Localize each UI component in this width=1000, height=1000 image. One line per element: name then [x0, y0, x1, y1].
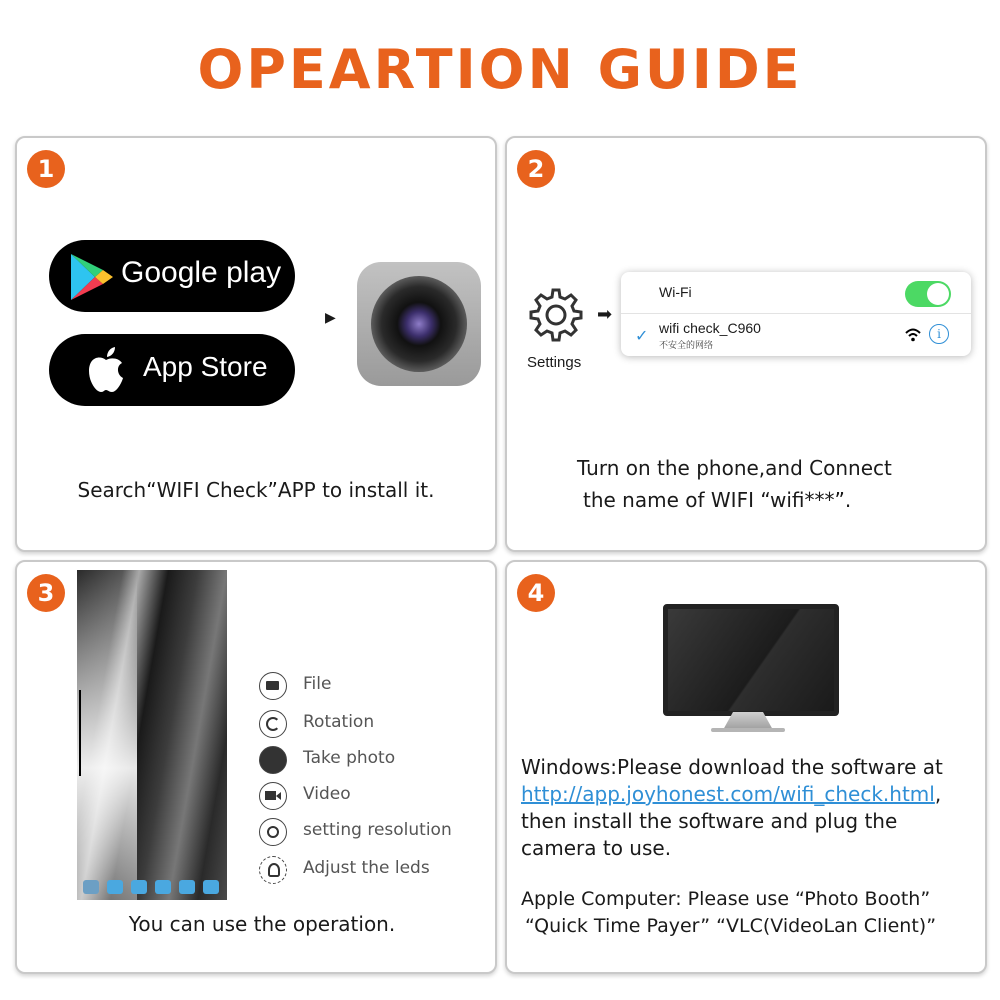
google-play-badge[interactable] [49, 240, 295, 312]
checkmark-icon: ✓ [635, 326, 649, 345]
led-icon [259, 856, 287, 884]
step-1-instruction: Search“WIFI Check”APP to install it. [77, 478, 435, 502]
toolbar-rotation-icon[interactable] [155, 880, 171, 894]
download-link[interactable]: http://app.joyhonest.com/wifi_check.html [521, 782, 935, 806]
step-4-panel [505, 560, 987, 974]
apple-instructions-line1: Apple Computer: Please use “Photo Booth” [521, 888, 931, 910]
settings-gear-icon[interactable] [527, 286, 585, 344]
toolbar-photo-icon[interactable] [203, 880, 219, 894]
app-store-badge[interactable] [49, 334, 295, 406]
toolbar-resolution-icon[interactable] [107, 880, 123, 894]
step-number-badge: 4 [517, 574, 555, 612]
step-2-instruction-line1: Turn on the phone,and Connect [577, 456, 892, 480]
take-photo-icon [259, 746, 287, 774]
camera-preview [77, 570, 227, 900]
monitor-icon [663, 604, 839, 716]
divider [621, 313, 971, 314]
step-3-instruction: You can use the operation. [128, 912, 396, 936]
camera-lens-icon [371, 276, 467, 372]
toolbar-settings-icon[interactable] [83, 880, 99, 894]
arrow-icon: ➡ [597, 304, 613, 325]
settings-icon [259, 818, 287, 846]
windows-instructions: Windows:Please download the software at http://app.joyhonest.com/wifi_check.html, then install the software and plug the camera to use. [521, 755, 943, 860]
app-store-label: App Store [143, 351, 268, 382]
wifi-label: Wi-Fi [659, 284, 692, 300]
folder-icon [259, 672, 287, 700]
step-2-instruction-line2: the name of WIFI “wifi***”. [583, 488, 852, 512]
network-security-note: 不安全的网络 [659, 341, 714, 351]
toolbar-video-icon[interactable] [179, 880, 195, 894]
step-number-badge: 3 [27, 574, 65, 612]
apple-icon [85, 346, 127, 394]
step-number-badge: 1 [27, 150, 65, 188]
page-title: OPEARTION GUIDE [197, 38, 803, 101]
arrow-icon: ▶ [325, 310, 336, 326]
info-icon[interactable]: i [929, 324, 949, 344]
wifi-settings-card [621, 272, 971, 356]
google-play-label: Google play [121, 256, 282, 289]
toolbar-file-icon[interactable] [131, 880, 147, 894]
step-3-panel: 3 File Rotation Take photo Video setting resolution Adjust the leds You can use the operation. [15, 560, 497, 974]
google-play-icon [69, 252, 115, 302]
step-1-panel [15, 136, 497, 552]
wifi-toggle[interactable] [905, 281, 951, 307]
wifi-check-app-icon[interactable] [357, 262, 481, 386]
settings-label: Settings [527, 354, 582, 371]
video-icon [259, 782, 287, 810]
network-name[interactable]: wifi check_C960 [659, 320, 761, 336]
apple-instructions-line2: “Quick Time Payer” “VLC(VideoLan Client)” [525, 915, 937, 937]
step-number-badge: 2 [517, 150, 555, 188]
step-2-panel [505, 136, 987, 552]
wifi-signal-icon [905, 328, 921, 342]
rotation-icon [259, 710, 287, 738]
